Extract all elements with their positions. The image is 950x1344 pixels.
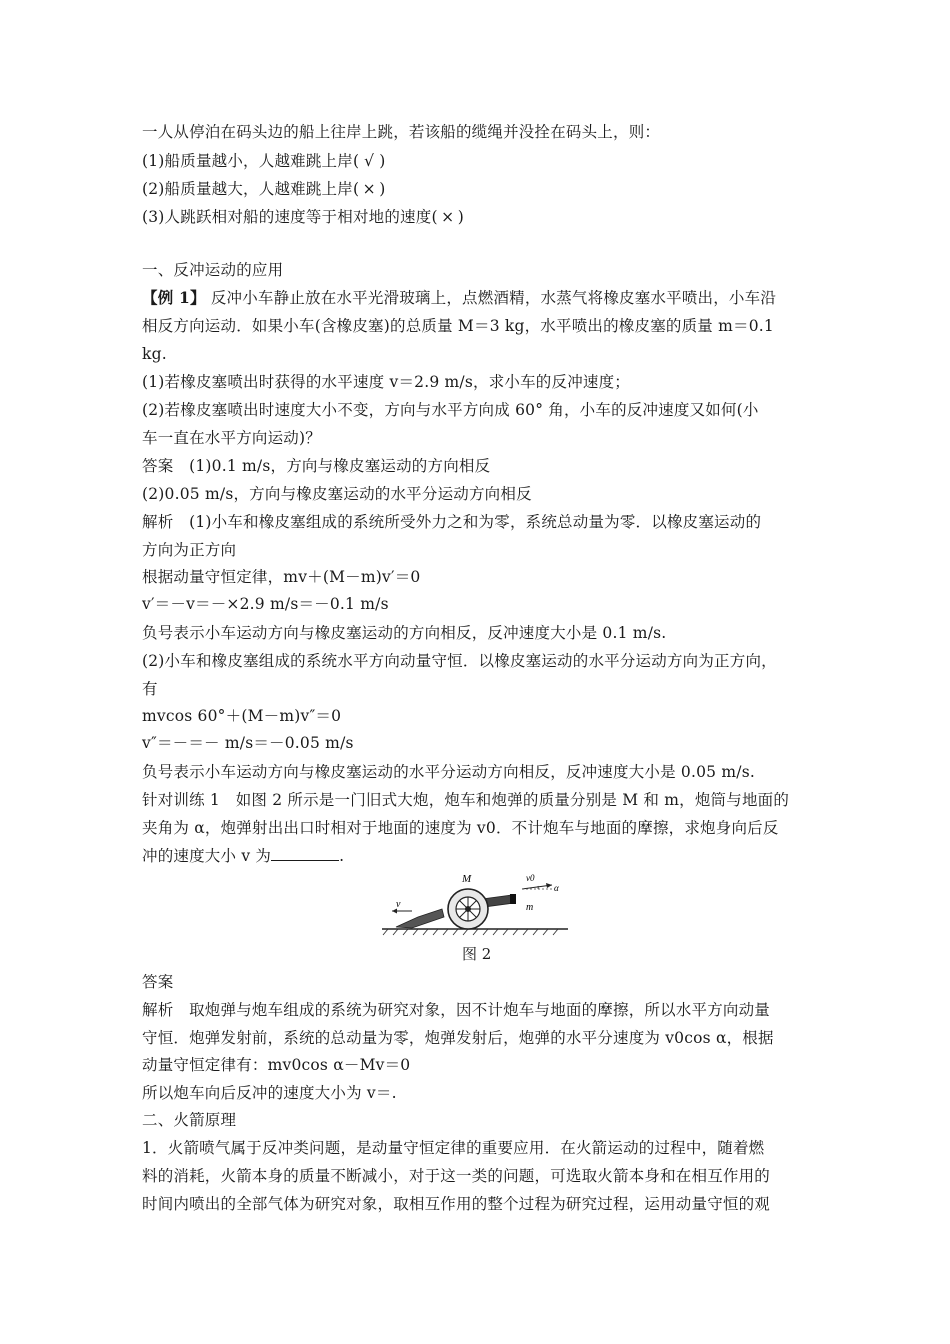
analysis2-line-2: 守恒．炮弹发射前，系统的总动量为零，炮弹发射后，炮弹的水平分速度为 v0cos α，根据: [142, 1029, 774, 1047]
answer-2: (2)0.05 m/s，方向与橡皮塞运动的水平分运动方向相反: [142, 485, 532, 503]
cross-mark: ×: [441, 208, 455, 226]
intro-item-text: (3)人跳跃相对船的速度等于相对地的速度(: [142, 208, 438, 226]
analysis-line-6: 负号表示小车运动方向与橡皮塞运动的水平分运动方向相反，反冲速度大小是 0.05 m/s.: [142, 763, 755, 781]
intro-question: 一人从停泊在码头边的船上往岸上跳，若该船的缆绳并没拴在码头上，则：: [142, 123, 661, 141]
training-line-3: 冲的速度大小 v 为 .: [142, 847, 345, 865]
intro-item-1: (1)船质量越小，人越难跳上岸( √ ): [142, 152, 386, 170]
intro-item-text: (2)船质量越大，人越难跳上岸(: [142, 180, 360, 198]
analysis2-eq: 动量守恒定律有：mv0cos α－Mv＝0: [142, 1056, 411, 1074]
answer-1: 答案 (1)0.1 m/s，方向与橡皮塞运动的方向相反: [142, 457, 491, 475]
answer-blank: [271, 846, 339, 861]
analysis2-line-1: 解析 取炮弹与炮车组成的系统为研究对象，因不计炮车与地面的摩擦，所以水平方向动量: [142, 1001, 771, 1019]
section2-line-3: 时间内喷出的全部气体为研究对象，取相互作用的整个过程为研究过程，运用动量守恒的观: [142, 1195, 771, 1213]
analysis-eq-4: v″＝－＝－ m/s＝－0.05 m/s: [142, 734, 354, 752]
intro-item-3: (3)人跳跃相对船的速度等于相对地的速度( × ): [142, 208, 464, 226]
analysis-line-5: 有: [142, 680, 158, 698]
analysis-line-4: (2)小车和橡皮塞组成的系统水平方向动量守恒．以橡皮塞运动的水平分运动方向为正方向，: [142, 652, 777, 670]
analysis-eq-3: mvcos 60°＋(M－m)v″＝0: [142, 707, 342, 725]
analysis-line-3: 负号表示小车运动方向与橡皮塞运动的方向相反，反冲速度大小是 0.1 m/s.: [142, 624, 667, 642]
analysis-eq-1: 根据动量守恒定律，mv＋(M－m)v′＝0: [142, 568, 421, 586]
section2-heading: 二、火箭原理: [142, 1111, 237, 1129]
analysis2-line-4: 所以炮车向后反冲的速度大小为 v＝.: [142, 1084, 397, 1102]
example-q1: (1)若橡皮塞喷出时获得的水平速度 v＝2.9 m/s，求小车的反冲速度；: [142, 373, 630, 391]
example-q2: (2)若橡皮塞喷出时速度大小不变，方向与水平方向成 60° 角，小车的反冲速度又如何(小: [142, 401, 759, 419]
analysis-eq-2: v′＝－v＝－×2.9 m/s＝－0.1 m/s: [142, 595, 389, 613]
example-line-3: kg.: [142, 345, 167, 363]
example-tag: 【例 1】: [142, 288, 206, 307]
training-line-2: 夹角为 α，炮弹射出出口时相对于地面的速度为 v0．不计炮车与地面的摩擦，求炮身向后反: [142, 819, 779, 837]
figure-caption: 图 2: [462, 945, 492, 963]
section2-line-1: 1．火箭喷气属于反冲类问题，是动量守恒定律的重要应用．在火箭运动的过程中，随着燃: [142, 1139, 765, 1157]
answer-2-label: 答案: [142, 973, 174, 991]
section2-line-2: 料的消耗，火箭本身的质量不断减小，对于这一类的问题，可选取火箭本身和在相互作用的: [142, 1167, 771, 1185]
training-line-1: 针对训练 1 如图 2 所示是一门旧式大炮，炮车和炮弹的质量分别是 M 和 m，炮筒与地面的: [142, 791, 790, 809]
analysis-line-1: 解析 (1)小车和橡皮塞组成的系统所受外力之和为零，系统总动量为零．以橡皮塞运动的: [142, 513, 762, 531]
example-q2-cont: 车一直在水平方向运动)？: [142, 429, 321, 447]
cross-mark: ×: [362, 180, 376, 198]
label-v: v: [396, 899, 401, 910]
example-line-1: 【例 1】 反冲小车静止放在水平光滑玻璃上，点燃酒精，水蒸气将橡皮塞水平喷出，小车沿: [142, 288, 777, 307]
muzzle: [510, 894, 516, 904]
example-line-2: 相反方向运动．如果小车(含橡皮塞)的总质量 M＝3 kg，水平喷出的橡皮塞的质量 m＝0.1: [142, 317, 774, 335]
wheel-hub: [465, 906, 471, 912]
ground-hatch: [383, 929, 558, 935]
analysis-line-2: 方向为正方向: [142, 541, 237, 559]
label-M: M: [462, 873, 472, 885]
section1-heading: 一、反冲运动的应用: [142, 261, 284, 279]
v0-arrowhead: [546, 883, 552, 888]
label-v0: v0: [526, 873, 535, 883]
label-m: m: [526, 902, 534, 913]
intro-item-text: (1)船质量越小，人越难跳上岸(: [142, 152, 360, 170]
check-mark: √: [364, 152, 375, 170]
cannon-figure: [382, 865, 568, 937]
intro-item-2: (2)船质量越大，人越难跳上岸( × ): [142, 180, 386, 198]
trail-stock: [396, 909, 444, 928]
label-alpha: α: [554, 883, 559, 893]
